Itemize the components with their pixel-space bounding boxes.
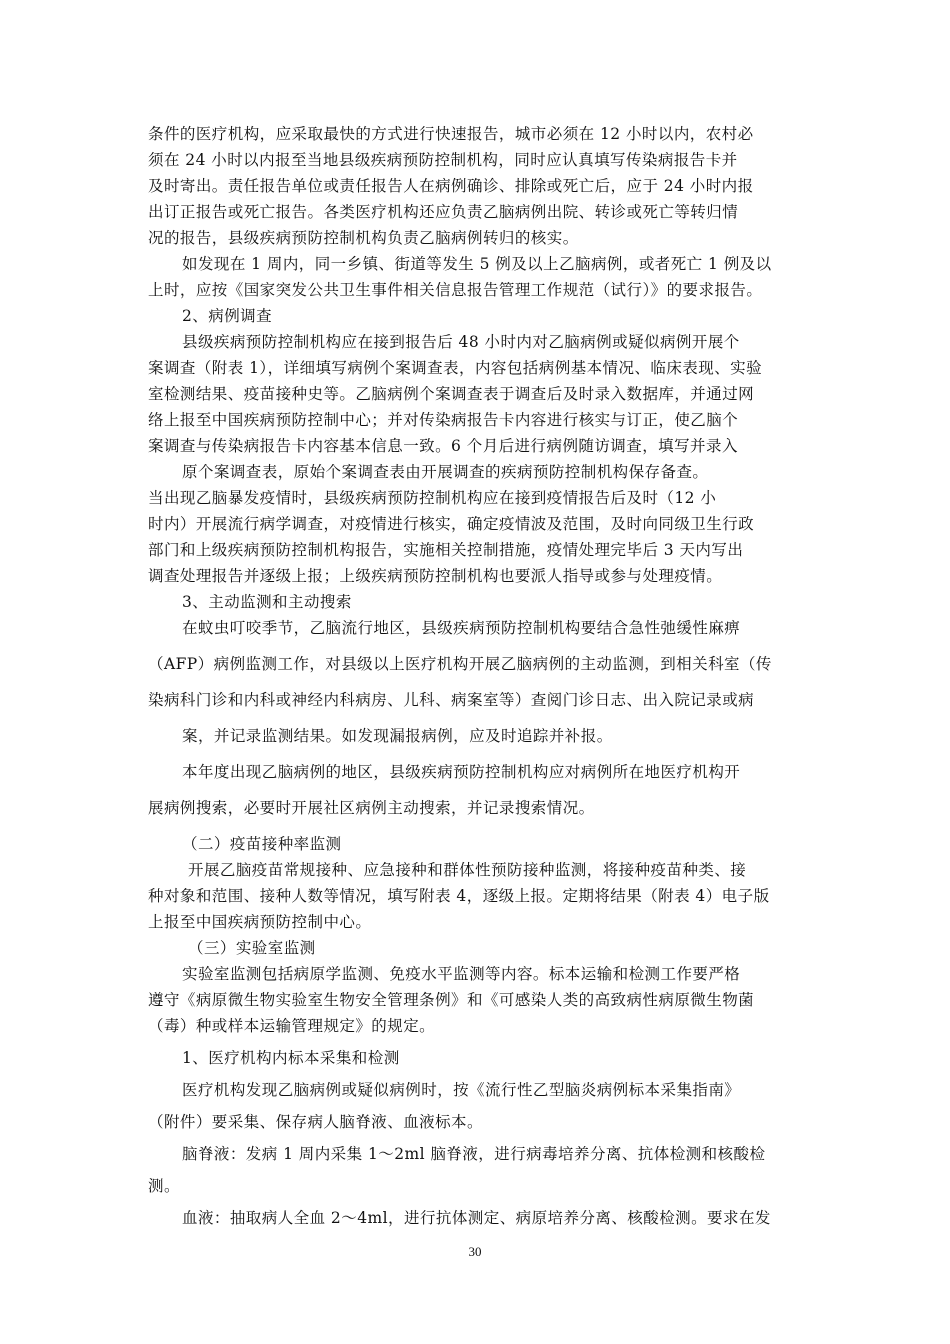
text-line: 出订正报告或死亡报告。各类医疗机构还应负责乙脑病例出院、转诊或死亡等转归情 [148, 203, 739, 221]
text-line: 2、病例调查 [182, 307, 273, 325]
text-line: 案，并记录监测结果。如发现漏报病例，应及时追踪并补报。 [182, 727, 613, 745]
text-line: 况的报告，县级疾病预防控制机构负责乙脑病例转归的核实。 [148, 229, 579, 247]
text-line: 展病例搜索，必要时开展社区病例主动搜索，并记录搜索情况。 [148, 799, 595, 817]
text-line: 上报至中国疾病预防控制中心。 [148, 913, 372, 931]
page-number: 30 [468, 1244, 482, 1259]
text-line: 本年度出现乙脑病例的地区，县级疾病预防控制机构应对病例所在地医疗机构开 [182, 763, 741, 781]
text-line: （三）实验室监测 [188, 939, 316, 957]
text-line: 3、主动监测和主动搜索 [182, 593, 352, 611]
text-line: 1、医疗机构内标本采集和检测 [182, 1049, 400, 1067]
text-line: 条件的医疗机构，应采取最快的方式进行快速报告，城市必须在 12 小时以内，农村必 [148, 125, 754, 143]
text-line: 县级疾病预防控制机构应在接到报告后 48 小时内对乙脑病例或疑似病例开展个 [182, 333, 740, 351]
text-line: 络上报至中国疾病预防控制中心；并对传染病报告卡内容进行核实与订正，使乙脑个 [148, 411, 739, 429]
text-line: 遵守《病原微生物实验室生物安全管理条例》和《可感染人类的高致病性病原微生物菌 [148, 991, 755, 1009]
text-line: 当出现乙脑暴发疫情时，县级疾病预防控制机构应在接到疫情报告后及时（12 小 [148, 489, 717, 507]
text-line: 在蚊虫叮咬季节，乙脑流行地区，县级疾病预防控制机构要结合急性弛缓性麻痹 [182, 619, 741, 637]
text-line: （附件）要采集、保存病人脑脊液、血液标本。 [148, 1113, 483, 1131]
text-line: 室检测结果、疫苗接种史等。乙脑病例个案调查表于调查后及时录入数据库，并通过网 [148, 385, 755, 403]
text-line: 种对象和范围、接种人数等情况，填写附表 4，逐级上报。定期将结果（附表 4）电子版 [148, 887, 770, 905]
text-line: 测。 [148, 1177, 180, 1195]
text-line: 调查处理报告并逐级上报；上级疾病预防控制机构也要派人指导或参与处理疫情。 [148, 567, 723, 585]
text-line: 须在 24 小时以内报至当地县级疾病预防控制机构，同时应认真填写传染病报告卡并 [148, 151, 738, 169]
text-line: 时内）开展流行病学调查，对疫情进行核实，确定疫情波及范围，及时向同级卫生行政 [148, 515, 755, 533]
text-line: 案调查与传染病报告卡内容基本信息一致。6 个月后进行病例随访调查，填写并录入 [148, 437, 738, 455]
text-line: 开展乙脑疫苗常规接种、应急接种和群体性预防接种监测，将接种疫苗种类、接 [188, 861, 747, 879]
text-line: 上时，应按《国家突发公共卫生事件相关信息报告管理工作规范（试行）》的要求报告。 [148, 281, 763, 299]
text-line: 医疗机构发现乙脑病例或疑似病例时，按《流行性乙型脑炎病例标本采集指南》 [182, 1081, 741, 1099]
text-line: 原个案调查表，原始个案调查表由开展调查的疾病预防控制机构保存备查。 [182, 463, 709, 481]
text-line: 脑脊液：发病 1 周内采集 1～2ml 脑脊液，进行病毒培养分离、抗体检测和核酸检 [182, 1145, 766, 1163]
text-line: 染病科门诊和内科或神经内科病房、儿科、病案室等）查阅门诊日志、出入院记录或病 [148, 691, 755, 709]
text-line: 案调查（附表 1），详细填写病例个案调查表，内容包括病例基本情况、临床表现、实验 [148, 359, 763, 377]
text-line: 部门和上级疾病预防控制机构报告，实施相关控制措施，疫情处理完毕后 3 天内写出 [148, 541, 744, 559]
text-line: （二）疫苗接种率监测 [182, 835, 342, 853]
text-line: （AFP）病例监测工作，对县级以上医疗机构开展乙脑病例的主动监测，到相关科室（传 [148, 655, 772, 673]
text-line: 及时寄出。责任报告单位或责任报告人在病例确诊、排除或死亡后，应于 24 小时内报 [148, 177, 754, 195]
text-line: 如发现在 1 周内，同一乡镇、街道等发生 5 例及以上乙脑病例，或者死亡 1 例及以 [182, 255, 772, 273]
text-line: 实验室监测包括病原学监测、免疫水平监测等内容。标本运输和检测工作要严格 [182, 965, 741, 983]
text-line: （毒）种或样本运输管理规定》的规定。 [148, 1017, 436, 1035]
text-line: 血液：抽取病人全血 2～4ml，进行抗体测定、病原培养分离、核酸检测。要求在发 [182, 1209, 771, 1227]
